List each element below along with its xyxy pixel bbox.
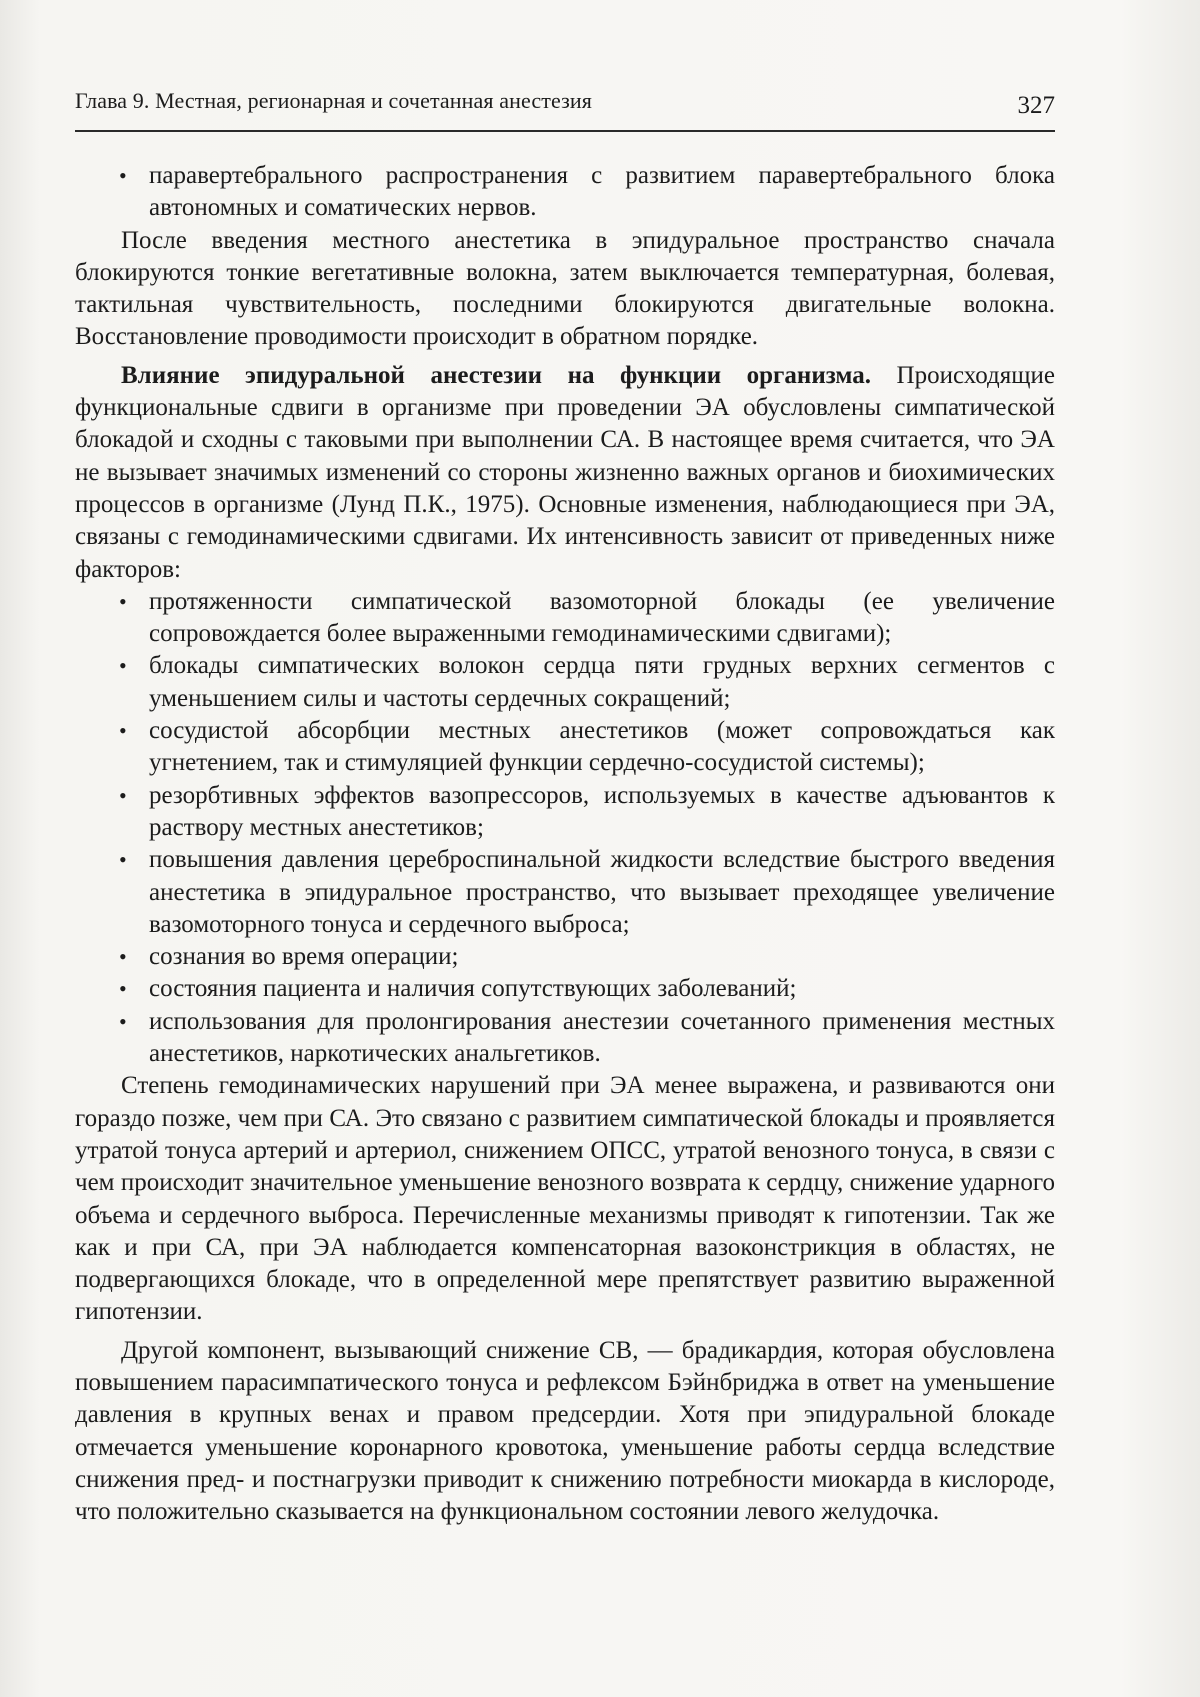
running-title: Глава 9. Местная, регионарная и сочетанная анестезия (75, 88, 592, 113)
list-item-text: паравертебрального распространения с развитием паравертебрального блока автономных и соматических нервов. (149, 162, 1055, 222)
list-item-text: сознания во время операции; (149, 943, 459, 971)
list-item (75, 844, 1055, 941)
list-item-text: протяженности симпатической вазомоторной блокады (ее увеличение сопровождается более выраженными гемодинамическими сдвигами); (149, 587, 1055, 648)
page-number: 327 (1017, 92, 1055, 119)
bullet-list-factors (75, 586, 1055, 1070)
list-item (75, 973, 1055, 1005)
list-item (75, 650, 1055, 715)
list-item (75, 780, 1055, 845)
paragraph: Другой компонент, вызывающий снижение СВ, — брадикардия, которая обусловлена повышением парасимпатического тонуса и рефлексом Бэйнбриджа в ответ на уменьшение давления в крупных венах и правом предсердии. Хотя при эпидуральной блокаде отмечается уменьшение коронарного кровотока, уменьшение работы сердца вследствие снижения пред- и постнагрузки приводит к снижению потребности миокарда в кислороде, что положительно сказывается на функциональном состоянии левого желудочка. (75, 1336, 1055, 1526)
paragraph-text: Происходящие функциональные сдвиги в организме при проведении ЭА обусловлены симпатической блокадой и сходны с таковыми при выполнении СА. В настоящее время считается, что ЭА не вызывает значимых изменений со стороны жизненно важных органов и биохимических процессов в организме (Лунд П.К., 1975). Основные изменения, наблюдающиеся при ЭА, связаны с гемодинамическими сдвигами. Их интенсивность зависит от приведенных ниже факторов: (75, 361, 1055, 583)
list-item (75, 1006, 1055, 1071)
bullet-icon: • (119, 653, 127, 679)
paragraph-lead: Влияние эпидуральной анестезии на функции организма. (121, 361, 872, 389)
page-header (75, 82, 1055, 134)
list-item (75, 941, 1055, 973)
bullet-icon: • (119, 782, 127, 808)
page-body (75, 160, 1055, 1528)
list-item-text: использования для пролонгирования анестезии сочетанного применения местных анестетиков, наркотических анальгетиков. (149, 1007, 1055, 1068)
list-item-text: резорбтивных эффектов вазопрессоров, используемых в качестве адъювантов к раствору местных анестетиков; (149, 781, 1055, 841)
paragraph-effects (75, 360, 1055, 586)
bullet-list-top (75, 160, 1055, 225)
bullet-icon: • (119, 718, 127, 744)
list-item-text: сосудистой абсорбции местных анестетиков (может сопровождаться как угнетением, так и стимуляцией функции сердечно-сосудистой системы); (149, 717, 1055, 777)
bullet-icon: • (119, 588, 127, 614)
bullet-icon: • (119, 1008, 127, 1034)
list-item-text: состояния пациента и наличия сопутствующих заболеваний; (149, 975, 797, 1003)
bullet-icon: • (119, 163, 127, 188)
list-item-text: блокады симпатических волокон сердца пяти грудных верхних сегментов с уменьшением силы и частоты сердечных сокращений; (149, 652, 1055, 712)
bullet-icon: • (119, 847, 127, 873)
bullet-icon: • (119, 976, 127, 1002)
list-item (75, 586, 1055, 651)
list-item-text: повышения давления цереброспинальной жидкости вследствие быстрого введения анестетика в эпидуральное пространство, что вызывает преходящее увеличение вазомоторного тонуса и сердечного выброса; (149, 846, 1055, 938)
header-rule (75, 130, 1055, 132)
bullet-icon: • (119, 944, 127, 970)
paragraph: Степень гемодинамических нарушений при ЭА менее выражена, и развиваются они гораздо позже, чем при СА. Это связано с развитием симпатической блокады и проявляется утратой тонуса артерий и артериол, снижением ОПСС, утратой венозного тонуса, в связи с чем происходит значительное уменьшение венозного возврата к сердцу, снижение ударного объема и сердечного выброса. Перечисленные механизмы приводят к гипотензии. Так же как и при СА, при ЭА наблюдается компенсаторная вазоконстрикция в областях, не подвергающихся блокаде, что в определенной мере препятствует развитию выраженной гипотензии. (75, 1072, 1055, 1326)
paragraph: После введения местного анестетика в эпидуральное пространство сначала блокируются тонкие вегетативные волокна, затем выключается температурная, болевая, тактильная чувствительность, последними блокируются двигательные волокна. Восстановление проводимости происходит в обратном порядке. (75, 226, 1055, 351)
list-item (75, 160, 1055, 225)
list-item (75, 715, 1055, 780)
